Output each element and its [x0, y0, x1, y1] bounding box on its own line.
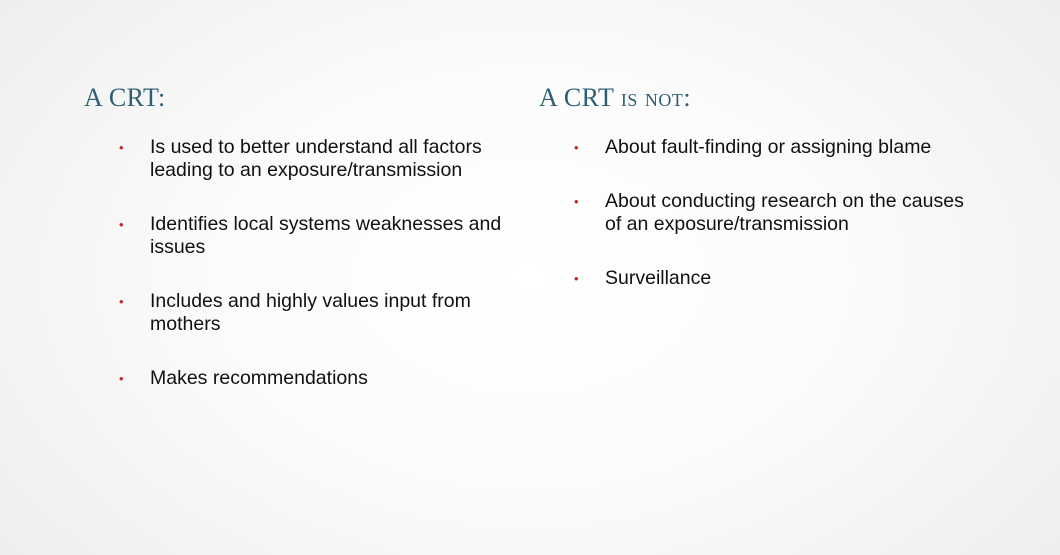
list-item	[119, 367, 530, 390]
bullet-text: Identifies local systems weaknesses and issues	[150, 213, 502, 258]
right-column	[539, 80, 979, 289]
bullet-icon: •	[574, 194, 579, 209]
bullet-text: Includes and highly values input from mothers	[150, 290, 471, 335]
bullet-text: About fault-finding or assigning blame	[605, 136, 932, 158]
bullet-icon: •	[119, 140, 124, 155]
bullet-icon: •	[119, 371, 124, 386]
left-bullet-list	[119, 136, 530, 421]
list-item	[119, 213, 530, 259]
bullet-icon: •	[574, 140, 579, 155]
left-column	[84, 80, 524, 389]
right-bullet-list	[574, 136, 985, 321]
list-item	[574, 267, 985, 290]
bullet-icon: •	[119, 294, 124, 309]
list-item	[574, 190, 985, 236]
bullet-text: About conducting research on the causes of an exposure/transmission	[605, 190, 964, 235]
bullet-icon: •	[119, 217, 124, 232]
right-heading-suffix: :	[683, 83, 692, 112]
right-column-heading	[539, 80, 979, 116]
right-heading-prefix: A CRT	[539, 83, 621, 112]
bullet-icon: •	[574, 271, 579, 286]
list-item	[119, 290, 530, 336]
list-item	[574, 136, 985, 159]
bullet-text: Surveillance	[605, 267, 712, 289]
list-item	[119, 136, 530, 182]
bullet-text: Is used to better understand all factors leading to an exposure/transmission	[150, 136, 482, 181]
right-heading-smallcaps: is not	[620, 83, 684, 112]
left-column-heading: A CRT:	[84, 83, 166, 112]
bullet-text: Makes recommendations	[150, 367, 368, 389]
